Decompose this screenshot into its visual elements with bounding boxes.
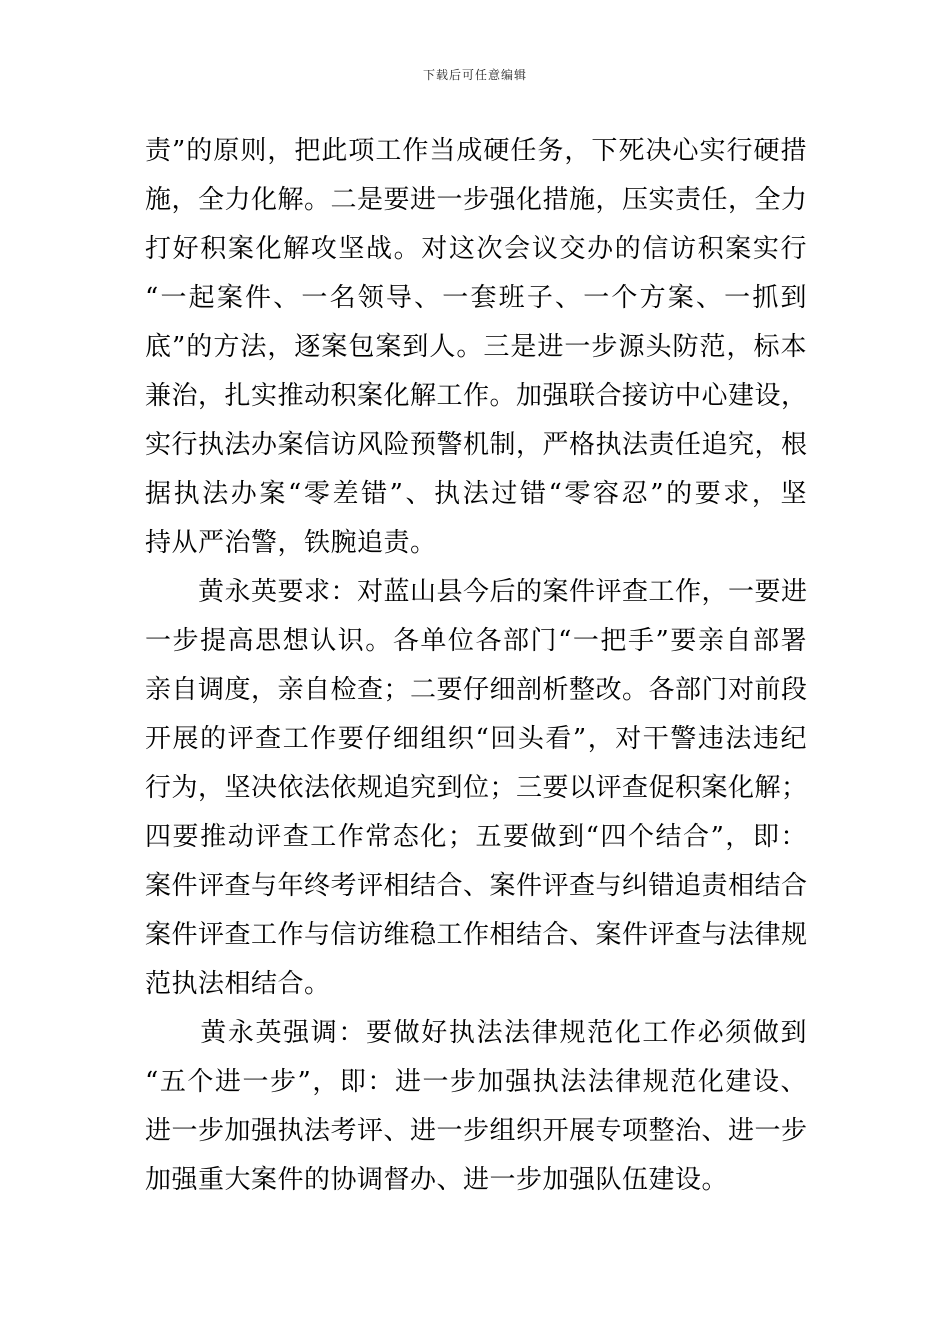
paragraph-line: 范执法相结合。 [145, 969, 331, 999]
paragraph-line: 据执法办案“零差错”、执法过错“零容忍”的要求，坚 [145, 479, 807, 509]
paragraph-line: 底”的方法，逐案包案到人。三是进一步源头防范，标本 [145, 332, 807, 362]
paragraph-line: 实行执法办案信访风险预警机制，严格执法责任追究，根 [145, 430, 808, 460]
paragraph-line: 施，全力化解。二是要进一步强化措施，压实责任，全力 [145, 185, 808, 215]
paragraph-line: 一步提高思想认识。各单位各部门“一把手”要亲自部署 [145, 626, 807, 656]
paragraph-line: 黄永英强调：要做好执法法律规范化工作必须做到 [145, 1018, 807, 1048]
paragraph-line: 案件评查工作与信访维稳工作相结合、案件评查与法律规 [145, 920, 808, 950]
paragraph-line: 兼治，扎实推动积案化解工作。加强联合接访中心建设， [145, 381, 808, 411]
paragraph-line: 持从严治警，铁腕追责。 [145, 528, 437, 558]
paragraph-line: 案件评查与年终考评相结合、案件评查与纠错追责相结合 [145, 871, 808, 901]
paragraph-line: 进一步加强执法考评、进一步组织开展专项整治、进一步 [145, 1116, 808, 1146]
paragraph-1 [145, 127, 807, 568]
paragraph-3 [145, 1009, 807, 1205]
paragraph-line: “五个进一步”，即：进一步加强执法法律规范化建设、 [145, 1067, 807, 1097]
paragraph-line: “一起案件、一名领导、一套班子、一个方案、一抓到 [145, 283, 807, 313]
document-body [145, 127, 807, 1205]
paragraph-line: 黄永英要求：对蓝山县今后的案件评查工作，一要进 [145, 577, 808, 607]
paragraph-line: 加强重大案件的协调督办、进一步加强队伍建设。 [145, 1165, 729, 1195]
paragraph-line: 四要推动评查工作常态化；五要做到“四个结合”，即： [145, 822, 807, 852]
paragraph-line: 责”的原则，把此项工作当成硬任务，下死决心实行硬措 [145, 136, 807, 166]
paragraph-line: 亲自调度，亲自检查；二要仔细剖析整改。各部门对前段 [145, 675, 808, 705]
page-header-note: 下载后可任意编辑 [422, 68, 527, 82]
paragraph-line: 打好积案化解攻坚战。对这次会议交办的信访积案实行 [145, 234, 807, 264]
paragraph-line: 行为，坚决依法依规追究到位；三要以评查促积案化解； [145, 773, 808, 803]
paragraph-line: 开展的评查工作要仔细组织“回头看”，对干警违法违纪 [145, 724, 807, 754]
paragraph-2 [145, 568, 807, 1009]
